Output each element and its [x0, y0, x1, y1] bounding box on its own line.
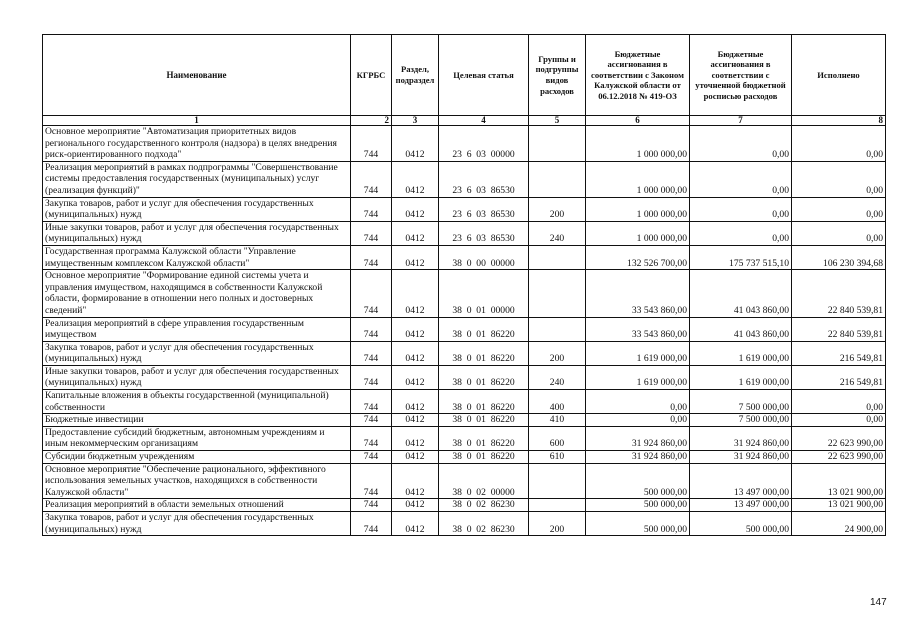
- col-number: 7: [690, 116, 792, 126]
- table-row: [43, 341, 886, 365]
- law-amount-cell: 31 924 860,00: [586, 451, 690, 464]
- table-row: [43, 126, 886, 162]
- column-number-row: [43, 116, 886, 126]
- name-cell: Реализация мероприятий в рамках подпрограммы "Совершенствование системы предоставления государственных (муниципальных) услуг (реализация функций)": [43, 161, 351, 197]
- col-number: 5: [529, 116, 586, 126]
- name-cell: Иные закупки товаров, работ и услуг для обеспечения государственных (муниципальных) нужд: [43, 365, 351, 389]
- law-amount-cell: 1 000 000,00: [586, 126, 690, 162]
- table-row: [43, 414, 886, 427]
- target-cell: 38 0 01 86220: [439, 451, 529, 464]
- kgrbs-cell: 744: [351, 414, 392, 427]
- law-amount-cell: 1 000 000,00: [586, 161, 690, 197]
- law-amount-cell: 132 526 700,00: [586, 245, 690, 269]
- name-cell: Закупка товаров, работ и услуг для обеспечения государственных (муниципальных) нужд: [43, 197, 351, 221]
- kgrbs-cell: 744: [351, 512, 392, 536]
- table-row: [43, 270, 886, 317]
- target-cell: 38 0 02 86230: [439, 512, 529, 536]
- target-cell: 38 0 02 00000: [439, 463, 529, 499]
- law-amount-cell: 1 000 000,00: [586, 197, 690, 221]
- header-target: Целевая статья: [439, 35, 529, 116]
- refined-amount-cell: 0,00: [690, 126, 792, 162]
- refined-amount-cell: 1 619 000,00: [690, 341, 792, 365]
- group-cell: [529, 245, 586, 269]
- col-number: 8: [792, 116, 886, 126]
- section-cell: 0412: [392, 365, 439, 389]
- section-cell: 0412: [392, 245, 439, 269]
- section-cell: 0412: [392, 512, 439, 536]
- kgrbs-cell: 744: [351, 390, 392, 414]
- target-cell: 23 6 03 86530: [439, 197, 529, 221]
- col-number: 2: [351, 116, 392, 126]
- name-cell: Основное мероприятие "Обеспечение рационального, эффективного использования земельных участков, находящихся в собственности Калужской области": [43, 463, 351, 499]
- name-cell: Субсидии бюджетным учреждениям: [43, 451, 351, 464]
- kgrbs-cell: 744: [351, 341, 392, 365]
- group-cell: [529, 463, 586, 499]
- executed-amount-cell: 13 021 900,00: [792, 499, 886, 512]
- group-cell: 200: [529, 341, 586, 365]
- table-row: [43, 426, 886, 450]
- section-cell: 0412: [392, 390, 439, 414]
- section-cell: 0412: [392, 221, 439, 245]
- name-cell: Реализация мероприятий в сфере управления государственным имуществом: [43, 317, 351, 341]
- section-cell: 0412: [392, 270, 439, 317]
- law-amount-cell: 1 619 000,00: [586, 365, 690, 389]
- kgrbs-cell: 744: [351, 126, 392, 162]
- group-cell: 240: [529, 221, 586, 245]
- executed-amount-cell: 22 840 539,81: [792, 317, 886, 341]
- executed-amount-cell: 0,00: [792, 126, 886, 162]
- name-cell: Бюджетные инвестиции: [43, 414, 351, 427]
- table-row: [43, 499, 886, 512]
- table-row: [43, 512, 886, 536]
- refined-amount-cell: 31 924 860,00: [690, 451, 792, 464]
- header-kgrbs: КГРБС: [351, 35, 392, 116]
- table-row: [43, 245, 886, 269]
- law-amount-cell: 0,00: [586, 414, 690, 427]
- kgrbs-cell: 744: [351, 197, 392, 221]
- law-amount-cell: 1 619 000,00: [586, 341, 690, 365]
- executed-amount-cell: 22 840 539,81: [792, 270, 886, 317]
- kgrbs-cell: 744: [351, 451, 392, 464]
- executed-amount-cell: 24 900,00: [792, 512, 886, 536]
- target-cell: 38 0 02 86230: [439, 499, 529, 512]
- target-cell: 38 0 01 86220: [439, 317, 529, 341]
- page-number: 147: [870, 597, 887, 608]
- name-cell: Основное мероприятие "Автоматизация приоритетных видов регионального государственного контроля (надзора) в целях внедрения риск-ориентированного подхода": [43, 126, 351, 162]
- refined-amount-cell: 7 500 000,00: [690, 414, 792, 427]
- target-cell: 38 0 01 86220: [439, 414, 529, 427]
- section-cell: 0412: [392, 463, 439, 499]
- kgrbs-cell: 744: [351, 317, 392, 341]
- name-cell: Иные закупки товаров, работ и услуг для обеспечения государственных (муниципальных) нужд: [43, 221, 351, 245]
- name-cell: Предоставление субсидий бюджетным, автономным учреждениям и иным некоммерческим организациям: [43, 426, 351, 450]
- target-cell: 23 6 03 86530: [439, 161, 529, 197]
- target-cell: 38 0 01 86220: [439, 365, 529, 389]
- kgrbs-cell: 744: [351, 245, 392, 269]
- header-groups: Группы и подгруппы видов расходов: [529, 35, 586, 116]
- refined-amount-cell: 41 043 860,00: [690, 270, 792, 317]
- refined-amount-cell: 41 043 860,00: [690, 317, 792, 341]
- executed-amount-cell: 13 021 900,00: [792, 463, 886, 499]
- kgrbs-cell: 744: [351, 463, 392, 499]
- name-cell: Закупка товаров, работ и услуг для обеспечения государственных (муниципальных) нужд: [43, 341, 351, 365]
- executed-amount-cell: 0,00: [792, 414, 886, 427]
- executed-amount-cell: 0,00: [792, 197, 886, 221]
- target-cell: 38 0 01 86220: [439, 390, 529, 414]
- name-cell: Реализация мероприятий в области земельных отношений: [43, 499, 351, 512]
- refined-amount-cell: 31 924 860,00: [690, 426, 792, 450]
- group-cell: 200: [529, 512, 586, 536]
- law-amount-cell: 1 000 000,00: [586, 221, 690, 245]
- col-number: 6: [586, 116, 690, 126]
- header-executed: Исполнено: [792, 35, 886, 116]
- name-cell: Закупка товаров, работ и услуг для обеспечения государственных (муниципальных) нужд: [43, 512, 351, 536]
- law-amount-cell: 33 543 860,00: [586, 270, 690, 317]
- law-amount-cell: 500 000,00: [586, 463, 690, 499]
- table-row: [43, 317, 886, 341]
- section-cell: 0412: [392, 451, 439, 464]
- section-cell: 0412: [392, 499, 439, 512]
- header-refined-allocations: Бюджетные ассигнования в соответствии с уточненной бюджетной росписью расходов: [690, 35, 792, 116]
- refined-amount-cell: 13 497 000,00: [690, 499, 792, 512]
- col-number: 4: [439, 116, 529, 126]
- section-cell: 0412: [392, 317, 439, 341]
- executed-amount-cell: 216 549,81: [792, 341, 886, 365]
- executed-amount-cell: 0,00: [792, 161, 886, 197]
- refined-amount-cell: 1 619 000,00: [690, 365, 792, 389]
- kgrbs-cell: 744: [351, 221, 392, 245]
- group-cell: [529, 270, 586, 317]
- refined-amount-cell: 7 500 000,00: [690, 390, 792, 414]
- table-body: [43, 126, 886, 536]
- header-section: Раздел, подраздел: [392, 35, 439, 116]
- kgrbs-cell: 744: [351, 270, 392, 317]
- refined-amount-cell: 500 000,00: [690, 512, 792, 536]
- kgrbs-cell: 744: [351, 426, 392, 450]
- group-cell: [529, 161, 586, 197]
- law-amount-cell: 500 000,00: [586, 512, 690, 536]
- refined-amount-cell: 0,00: [690, 161, 792, 197]
- section-cell: 0412: [392, 414, 439, 427]
- budget-table: [42, 34, 886, 536]
- header-name: Наименование: [43, 35, 351, 116]
- group-cell: [529, 317, 586, 341]
- executed-amount-cell: 22 623 990,00: [792, 451, 886, 464]
- refined-amount-cell: 175 737 515,10: [690, 245, 792, 269]
- table-row: [43, 390, 886, 414]
- law-amount-cell: 31 924 860,00: [586, 426, 690, 450]
- executed-amount-cell: 0,00: [792, 221, 886, 245]
- target-cell: 38 0 01 86220: [439, 426, 529, 450]
- refined-amount-cell: 0,00: [690, 221, 792, 245]
- target-cell: 38 0 01 86220: [439, 341, 529, 365]
- table-row: [43, 161, 886, 197]
- refined-amount-cell: 0,00: [690, 197, 792, 221]
- group-cell: 200: [529, 197, 586, 221]
- target-cell: 38 0 00 00000: [439, 245, 529, 269]
- section-cell: 0412: [392, 426, 439, 450]
- executed-amount-cell: 106 230 394,68: [792, 245, 886, 269]
- kgrbs-cell: 744: [351, 365, 392, 389]
- kgrbs-cell: 744: [351, 161, 392, 197]
- group-cell: 610: [529, 451, 586, 464]
- group-cell: [529, 126, 586, 162]
- law-amount-cell: 0,00: [586, 390, 690, 414]
- target-cell: 38 0 01 00000: [439, 270, 529, 317]
- group-cell: 410: [529, 414, 586, 427]
- name-cell: Государственная программа Калужской области "Управление имущественным комплексом Калужской области": [43, 245, 351, 269]
- table-row: [43, 463, 886, 499]
- header-row: [43, 35, 886, 116]
- group-cell: [529, 499, 586, 512]
- group-cell: 240: [529, 365, 586, 389]
- section-cell: 0412: [392, 161, 439, 197]
- col-number: 1: [43, 116, 351, 126]
- name-cell: Капитальные вложения в объекты государственной (муниципальной) собственности: [43, 390, 351, 414]
- group-cell: 600: [529, 426, 586, 450]
- table-row: [43, 197, 886, 221]
- section-cell: 0412: [392, 341, 439, 365]
- name-cell: Основное мероприятие "Формирование единой системы учета и управления имуществом, находящимся в собственности Калужской области, формирование в отношении него полных и достоверных сведений": [43, 270, 351, 317]
- group-cell: 400: [529, 390, 586, 414]
- target-cell: 23 6 03 86530: [439, 221, 529, 245]
- executed-amount-cell: 22 623 990,00: [792, 426, 886, 450]
- table-row: [43, 221, 886, 245]
- law-amount-cell: 500 000,00: [586, 499, 690, 512]
- table-row: [43, 365, 886, 389]
- target-cell: 23 6 03 00000: [439, 126, 529, 162]
- header-law-allocations: Бюджетные ассигнования в соответствии с Законом Калужской области от 06.12.2018 № 419-ОЗ: [586, 35, 690, 116]
- col-number: 3: [392, 116, 439, 126]
- section-cell: 0412: [392, 126, 439, 162]
- law-amount-cell: 33 543 860,00: [586, 317, 690, 341]
- executed-amount-cell: 0,00: [792, 390, 886, 414]
- refined-amount-cell: 13 497 000,00: [690, 463, 792, 499]
- executed-amount-cell: 216 549,81: [792, 365, 886, 389]
- kgrbs-cell: 744: [351, 499, 392, 512]
- table-row: [43, 451, 886, 464]
- section-cell: 0412: [392, 197, 439, 221]
